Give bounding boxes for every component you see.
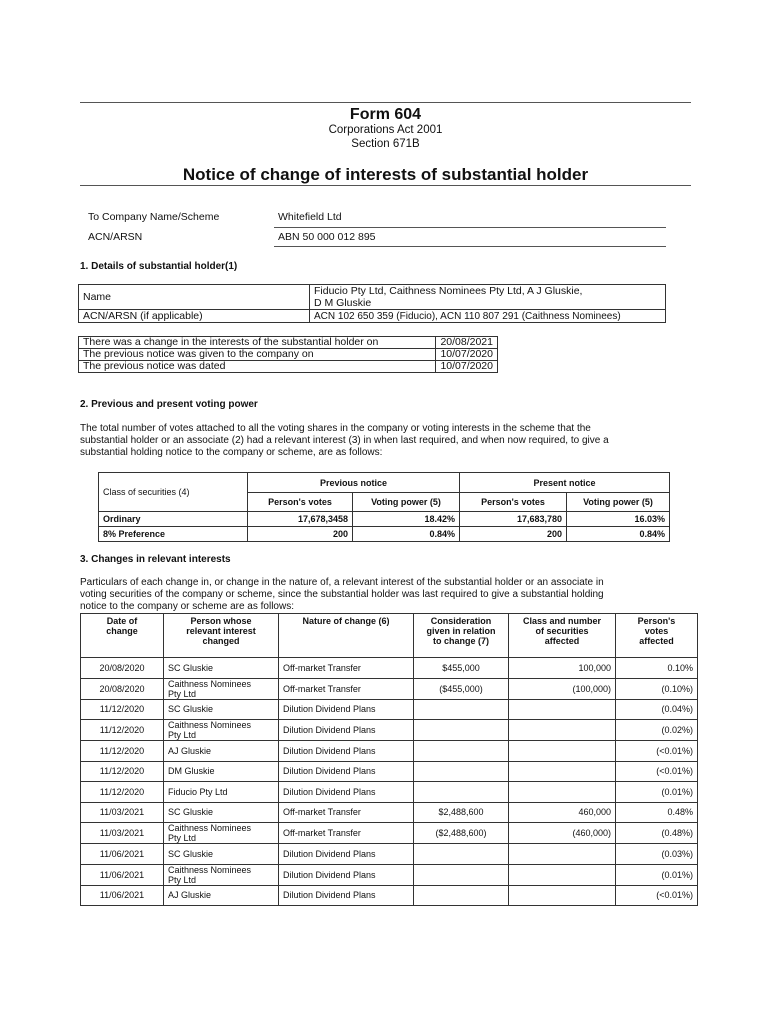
pres-power: 0.84% [567, 527, 670, 542]
voting-power-table [98, 472, 670, 542]
change-consideration: $2,488,600 [414, 802, 509, 823]
person-line: Caithness Nominees [168, 678, 252, 689]
act-name: Corporations Act 2001 [328, 124, 443, 136]
section2-heading: 2. Previous and present voting power [80, 399, 258, 410]
change-consideration [414, 720, 509, 741]
change-date: 11/06/2021 [81, 844, 164, 865]
date-label: The previous notice was dated [79, 361, 436, 373]
section3-heading: 3. Changes in relevant interests [80, 554, 231, 565]
person-header-line: relevant interest [186, 626, 256, 636]
change-person [164, 885, 279, 906]
date-header-line: change [106, 626, 138, 636]
change-votes: (0.01%) [616, 864, 698, 885]
person-header-line: Person whose [190, 616, 252, 626]
person-line: Caithness Nominees [168, 720, 252, 730]
date-header-line: Date of [106, 616, 138, 626]
prev-votes-header: Person's votes [248, 493, 353, 512]
change-date: 11/12/2020 [81, 741, 164, 762]
votes-header [616, 614, 698, 658]
change-person [164, 699, 279, 720]
change-date: 11/06/2021 [81, 885, 164, 906]
change-person [164, 782, 279, 803]
person-line: Fiducio Pty Ltd [168, 786, 228, 797]
nature-header: Nature of change (6) [279, 614, 414, 658]
company-acn-value: ABN 50 000 012 895 [278, 231, 376, 243]
change-nature: Dilution Dividend Plans [279, 885, 414, 906]
changes-header-row [81, 614, 698, 658]
change-securities: (460,000) [509, 823, 616, 844]
section2-para-line: substantial holding notice to the company or scheme, are as follows: [80, 447, 383, 458]
change-votes: (0.01%) [616, 782, 698, 803]
change-consideration: ($2,488,600) [414, 823, 509, 844]
prev-votes: 200 [248, 527, 353, 542]
change-person [164, 864, 279, 885]
change-row [81, 782, 698, 803]
change-person [164, 678, 279, 699]
change-row [81, 844, 698, 865]
change-votes: (0.03%) [616, 844, 698, 865]
change-votes: (<0.01%) [616, 741, 698, 762]
change-row [81, 761, 698, 782]
section3-para-line: voting securities of the company or scheme, since the substantial holder was last required to give a substantial holding [80, 589, 604, 600]
change-row [81, 658, 698, 679]
consideration-header-line: Consideration [430, 616, 492, 626]
change-nature: Off-market Transfer [279, 802, 414, 823]
change-consideration: $455,000 [414, 658, 509, 679]
section2-paragraph [80, 423, 690, 459]
holder-acn-row [79, 310, 666, 323]
holder-acn-value: ACN 102 650 359 (Fiducio), ACN 110 807 291 (Caithness Nominees) [310, 310, 666, 323]
securities-header-line: Class and number [522, 616, 602, 626]
section2-para-line: The total number of votes attached to all the voting shares in the company or voting interests in the scheme that the [80, 423, 591, 434]
change-securities [509, 864, 616, 885]
person-line: AJ Gluskie [168, 890, 212, 901]
change-row [81, 720, 698, 741]
section2-para-line: substantial holder or an associate (2) had a relevant interest (3) in when last required, and when now required, to give a [80, 435, 609, 446]
votes-header-line: affected [639, 636, 674, 646]
page-title: Notice of change of interests of substantial holder [182, 165, 589, 184]
date-value: 20/08/2021 [436, 337, 498, 349]
date-value: 10/07/2020 [436, 361, 498, 373]
change-consideration [414, 782, 509, 803]
change-securities: (100,000) [509, 678, 616, 699]
date-row [79, 349, 498, 361]
change-nature: Dilution Dividend Plans [279, 699, 414, 720]
change-securities [509, 844, 616, 865]
date-value: 10/07/2020 [436, 349, 498, 361]
person-line: Pty Ltd [168, 874, 197, 885]
votes-header-line: Person's [637, 616, 676, 626]
change-row [81, 741, 698, 762]
voting-class: Ordinary [99, 512, 248, 527]
change-row [81, 823, 698, 844]
change-nature: Off-market Transfer [279, 823, 414, 844]
change-row [81, 802, 698, 823]
votes-header-line: votes [644, 626, 669, 636]
change-nature: Dilution Dividend Plans [279, 741, 414, 762]
change-date: 20/08/2020 [81, 678, 164, 699]
pres-votes: 17,683,780 [460, 512, 567, 527]
change-person [164, 761, 279, 782]
change-date: 11/12/2020 [81, 761, 164, 782]
consideration-header-line: given in relation [426, 626, 496, 636]
change-securities [509, 761, 616, 782]
person-line: Caithness Nominees [168, 823, 252, 833]
person-line: SC Gluskie [168, 848, 214, 859]
change-securities [509, 885, 616, 906]
change-securities [509, 699, 616, 720]
change-person [164, 844, 279, 865]
change-person [164, 802, 279, 823]
securities-header-line: of securities [535, 626, 589, 636]
voting-class: 8% Preference [99, 527, 248, 542]
date-row [79, 337, 498, 349]
person-line: DM Gluskie [168, 766, 215, 777]
change-date: 11/03/2021 [81, 802, 164, 823]
voting-header-row [99, 473, 670, 493]
person-line: Pty Ltd [168, 688, 197, 699]
date-label: There was a change in the interests of the substantial holder on [79, 337, 436, 349]
change-securities: 460,000 [509, 802, 616, 823]
change-row [81, 885, 698, 906]
change-consideration [414, 761, 509, 782]
change-date: 11/12/2020 [81, 782, 164, 803]
person-line: SC Gluskie [168, 704, 214, 715]
holder-acn-label: ACN/ARSN (if applicable) [79, 310, 310, 323]
previous-notice-header: Previous notice [248, 473, 460, 493]
section1-heading: 1. Details of substantial holder(1) [80, 261, 238, 272]
prev-power: 18.42% [353, 512, 460, 527]
change-row [81, 678, 698, 699]
date-header [81, 614, 164, 658]
change-nature: Dilution Dividend Plans [279, 761, 414, 782]
class-header: Class of securities (4) [99, 473, 248, 512]
pres-power: 16.03% [567, 512, 670, 527]
change-votes: 0.10% [616, 658, 698, 679]
change-votes: (0.10%) [616, 678, 698, 699]
company-acn-label: ACN/ARSN [88, 231, 143, 243]
change-securities [509, 782, 616, 803]
section3-para-line: Particulars of each change in, or change in the nature of, a relevant interest of the substantial holder or an associate in [80, 577, 604, 588]
person-header-line: changed [202, 636, 240, 646]
change-nature: Off-market Transfer [279, 678, 414, 699]
changes-body [81, 658, 698, 906]
title-rule [80, 185, 691, 186]
section3-paragraph [80, 577, 690, 613]
consideration-header [414, 614, 509, 658]
holder-name-value [310, 285, 666, 310]
change-row [81, 864, 698, 885]
change-person [164, 720, 279, 741]
form-number: Form 604 [349, 106, 422, 123]
consideration-header-line: to change (7) [432, 636, 489, 646]
company-acn-underline [274, 246, 666, 247]
change-nature: Dilution Dividend Plans [279, 844, 414, 865]
change-votes: (<0.01%) [616, 761, 698, 782]
person-header [164, 614, 279, 658]
holder-name-label: Name [79, 285, 310, 310]
change-consideration [414, 864, 509, 885]
change-person [164, 741, 279, 762]
person-line: SC Gluskie [168, 662, 214, 673]
pres-votes-header: Person's votes [460, 493, 567, 512]
change-securities [509, 741, 616, 762]
change-date: 11/12/2020 [81, 720, 164, 741]
section3-para-line: notice to the company or scheme are as follows: [80, 601, 294, 612]
change-consideration [414, 699, 509, 720]
change-person [164, 823, 279, 844]
changes-table [80, 613, 698, 906]
change-consideration [414, 885, 509, 906]
change-date: 20/08/2020 [81, 658, 164, 679]
section-ref: Section 671B [351, 138, 420, 150]
person-line: SC Gluskie [168, 807, 214, 818]
change-nature: Off-market Transfer [279, 658, 414, 679]
holder-details-table [78, 284, 666, 323]
top-rule [80, 102, 691, 103]
change-date: 11/12/2020 [81, 699, 164, 720]
change-consideration [414, 844, 509, 865]
holder-name-line2: D M Gluskie [314, 297, 372, 309]
pres-votes: 200 [460, 527, 567, 542]
change-votes: 0.48% [616, 802, 698, 823]
change-securities: 100,000 [509, 658, 616, 679]
voting-row [99, 527, 670, 542]
change-consideration [414, 741, 509, 762]
voting-row [99, 512, 670, 527]
change-votes: (0.04%) [616, 699, 698, 720]
notice-dates-table [78, 336, 498, 373]
date-row [79, 361, 498, 373]
holder-name-line1: Fiducio Pty Ltd, Caithness Nominees Pty Ltd, A J Gluskie, [314, 285, 583, 297]
securities-header-line: affected [544, 636, 580, 646]
prev-votes: 17,678,3458 [248, 512, 353, 527]
person-line: Caithness Nominees [168, 864, 252, 875]
change-nature: Dilution Dividend Plans [279, 864, 414, 885]
change-date: 11/03/2021 [81, 823, 164, 844]
person-line: Pty Ltd [168, 730, 197, 740]
change-votes: (0.02%) [616, 720, 698, 741]
change-votes: (<0.01%) [616, 885, 698, 906]
securities-header [509, 614, 616, 658]
change-nature: Dilution Dividend Plans [279, 782, 414, 803]
pres-power-header: Voting power (5) [567, 493, 670, 512]
person-line: AJ Gluskie [168, 745, 212, 756]
present-notice-header: Present notice [460, 473, 670, 493]
change-row [81, 699, 698, 720]
date-label: The previous notice was given to the company on [79, 349, 436, 361]
company-name-underline [274, 227, 666, 228]
prev-power-header: Voting power (5) [353, 493, 460, 512]
company-name-value: Whitefield Ltd [278, 211, 342, 223]
change-date: 11/06/2021 [81, 864, 164, 885]
change-consideration: ($455,000) [414, 678, 509, 699]
person-line: Pty Ltd [168, 833, 197, 843]
change-nature: Dilution Dividend Plans [279, 720, 414, 741]
change-securities [509, 720, 616, 741]
holder-name-row [79, 285, 666, 310]
change-votes: (0.48%) [616, 823, 698, 844]
change-person [164, 658, 279, 679]
company-name-label: To Company Name/Scheme [88, 211, 220, 223]
prev-power: 0.84% [353, 527, 460, 542]
